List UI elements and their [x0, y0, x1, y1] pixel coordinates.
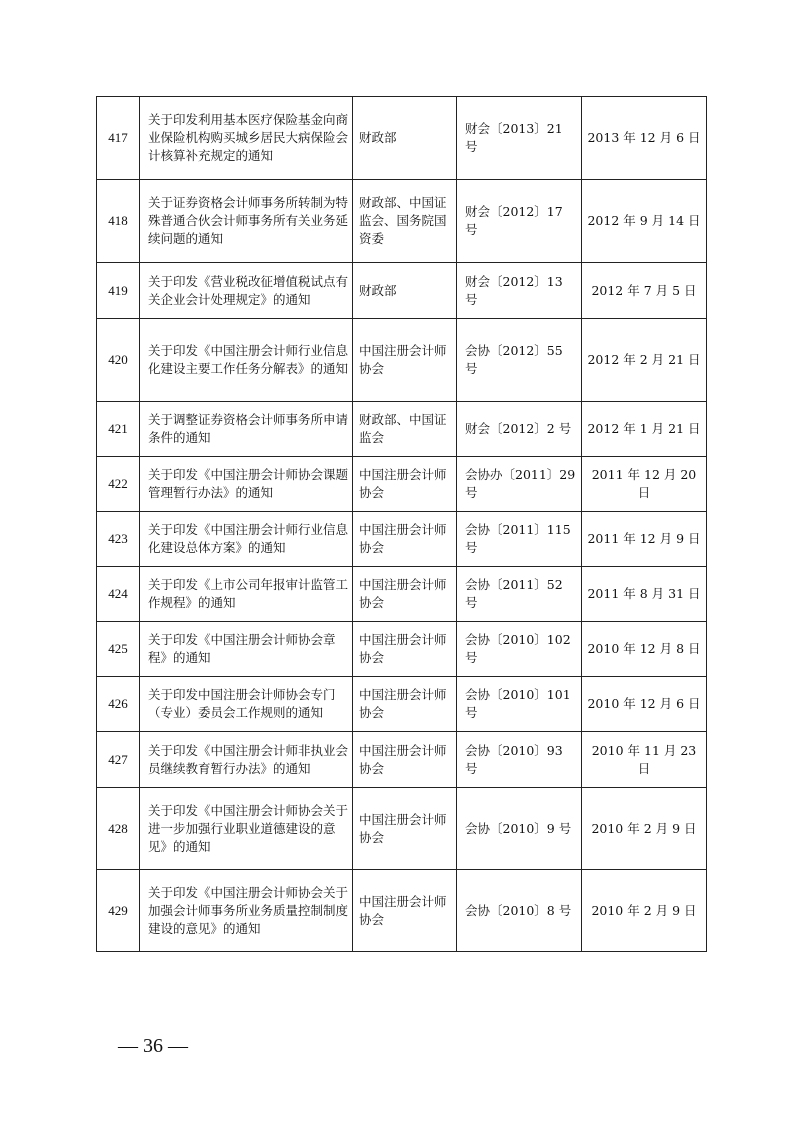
row-number: 429: [97, 870, 140, 952]
row-number: 421: [97, 402, 140, 457]
page-number: — 36 —: [118, 1035, 188, 1057]
document-title: 关于印发《中国注册会计师协会课题管理暂行办法》的通知: [140, 457, 353, 512]
document-number: 会协〔2010〕8 号: [457, 870, 582, 952]
issuing-authority: 中国注册会计师协会: [353, 319, 457, 402]
row-number: 419: [97, 263, 140, 319]
table-row: [97, 512, 707, 567]
document-number: 财会〔2013〕21 号: [457, 97, 582, 180]
issuing-authority: 财政部、中国证监会: [353, 402, 457, 457]
document-title: 关于印发《中国注册会计师非执业会员继续教育暂行办法》的通知: [140, 732, 353, 788]
document-title: 关于印发中国注册会计师协会专门（专业）委员会工作规则的通知: [140, 677, 353, 732]
document-number: 会协办〔2011〕29 号: [457, 457, 582, 512]
issue-date: 2012 年 2 月 21 日: [582, 319, 707, 402]
issuing-authority: 中国注册会计师协会: [353, 457, 457, 512]
table-row: [97, 402, 707, 457]
document-number: 财会〔2012〕13 号: [457, 263, 582, 319]
document-title: 关于调整证券资格会计师事务所申请条件的通知: [140, 402, 353, 457]
issuing-authority: 财政部、中国证监会、国务院国资委: [353, 180, 457, 263]
issue-date: 2010 年 2 月 9 日: [582, 870, 707, 952]
document-title: 关于印发《营业税改征增值税试点有关企业会计处理规定》的通知: [140, 263, 353, 319]
issue-date: 2012 年 7 月 5 日: [582, 263, 707, 319]
issuing-authority: 中国注册会计师协会: [353, 732, 457, 788]
table-row: [97, 457, 707, 512]
issuing-authority: 中国注册会计师协会: [353, 622, 457, 677]
document-title: 关于印发《中国注册会计师协会关于进一步加强行业职业道德建设的意见》的通知: [140, 788, 353, 870]
table-row: [97, 97, 707, 180]
issuing-authority: 中国注册会计师协会: [353, 788, 457, 870]
table-row: [97, 870, 707, 952]
issuing-authority: 中国注册会计师协会: [353, 677, 457, 732]
table-row: [97, 319, 707, 402]
document-title: 关于印发《上市公司年报审计监管工作规程》的通知: [140, 567, 353, 622]
document-number: 会协〔2010〕9 号: [457, 788, 582, 870]
document-title: 关于印发《中国注册会计师协会章程》的通知: [140, 622, 353, 677]
issue-date: 2010 年 2 月 9 日: [582, 788, 707, 870]
issuing-authority: 财政部: [353, 263, 457, 319]
issuing-authority: 财政部: [353, 97, 457, 180]
row-number: 425: [97, 622, 140, 677]
issue-date: 2010 年 12 月 6 日: [582, 677, 707, 732]
issue-date: 2013 年 12 月 6 日: [582, 97, 707, 180]
row-number: 424: [97, 567, 140, 622]
row-number: 417: [97, 97, 140, 180]
document-number: 会协〔2012〕55 号: [457, 319, 582, 402]
issuing-authority: 中国注册会计师协会: [353, 512, 457, 567]
row-number: 428: [97, 788, 140, 870]
issuing-authority: 中国注册会计师协会: [353, 870, 457, 952]
issue-date: 2010 年 12 月 8 日: [582, 622, 707, 677]
document-number: 会协〔2010〕102 号: [457, 622, 582, 677]
row-number: 423: [97, 512, 140, 567]
table-row: [97, 567, 707, 622]
table-row: [97, 732, 707, 788]
table-row: [97, 788, 707, 870]
issue-date: 2011 年 12 月 9 日: [582, 512, 707, 567]
table-row: [97, 263, 707, 319]
document-table: [96, 96, 707, 952]
issue-date: 2010 年 11 月 23 日: [582, 732, 707, 788]
document-number: 会协〔2011〕52 号: [457, 567, 582, 622]
document-title: 关于印发利用基本医疗保险基金向商业保险机构购买城乡居民大病保险会计核算补充规定的通知: [140, 97, 353, 180]
document-number: 会协〔2010〕101 号: [457, 677, 582, 732]
table-row: [97, 677, 707, 732]
document-number: 财会〔2012〕17 号: [457, 180, 582, 263]
issue-date: 2012 年 9 月 14 日: [582, 180, 707, 263]
row-number: 422: [97, 457, 140, 512]
document-title: 关于印发《中国注册会计师协会关于加强会计师事务所业务质量控制制度建设的意见》的通知: [140, 870, 353, 952]
issue-date: 2011 年 12 月 20 日: [582, 457, 707, 512]
document-number: 财会〔2012〕2 号: [457, 402, 582, 457]
table-row: [97, 622, 707, 677]
row-number: 420: [97, 319, 140, 402]
row-number: 426: [97, 677, 140, 732]
issue-date: 2011 年 8 月 31 日: [582, 567, 707, 622]
document-title: 关于证券资格会计师事务所转制为特殊普通合伙会计师事务所有关业务延续问题的通知: [140, 180, 353, 263]
document-title: 关于印发《中国注册会计师行业信息化建设主要工作任务分解表》的通知: [140, 319, 353, 402]
row-number: 418: [97, 180, 140, 263]
document-number: 会协〔2011〕115 号: [457, 512, 582, 567]
document-number: 会协〔2010〕93 号: [457, 732, 582, 788]
table-row: [97, 180, 707, 263]
row-number: 427: [97, 732, 140, 788]
document-title: 关于印发《中国注册会计师行业信息化建设总体方案》的通知: [140, 512, 353, 567]
issuing-authority: 中国注册会计师协会: [353, 567, 457, 622]
issue-date: 2012 年 1 月 21 日: [582, 402, 707, 457]
